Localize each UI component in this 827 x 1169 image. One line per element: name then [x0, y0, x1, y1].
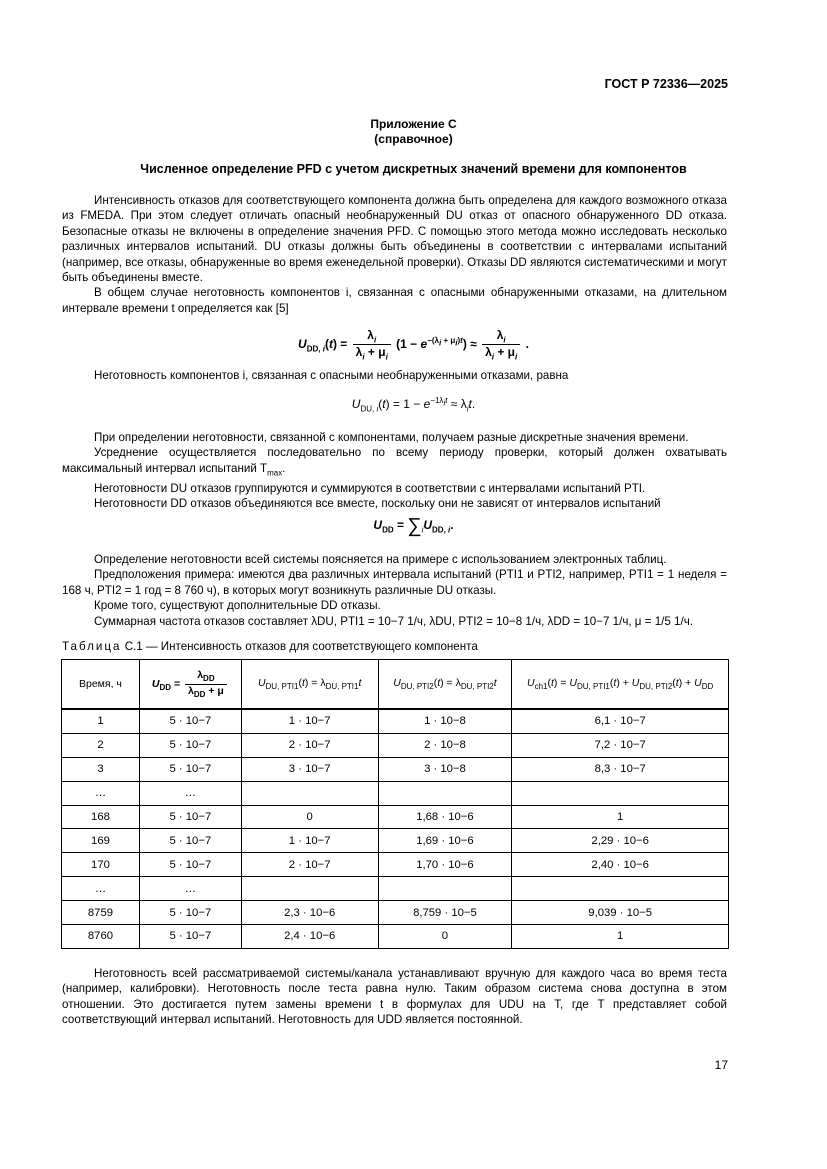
table-cell: 9,039 · 10−5 [512, 901, 729, 925]
formula-udd: $U_{DD, i}(t)$ = $\frac{\lambda_i}{\lambda_i + \mu_i}$ $(1 - e^{-(\lambda_i + \mu_i)t})$ ≈ $\frac{\lambda_i}{\lambda_i + \mu_i}$ . [298, 328, 529, 362]
table-cell [512, 877, 729, 901]
table-cell: 5 · 10−7 [139, 709, 241, 733]
formula-udu: $U_{DU, i}(t) = 1 - e^{-1\lambda_it} \approx \lambda_it$. [351, 396, 476, 414]
udu-intro [62, 368, 727, 383]
table-cell: 1 · 10−7 [241, 709, 378, 733]
table-cell: 8760 [62, 925, 140, 949]
table-cell: 168 [62, 805, 140, 829]
table-row [62, 877, 729, 901]
paragraph: При определении неготовности, связанной с компонентами, получаем разные дискретные значения времени. [94, 431, 689, 444]
table-cell: 0 [241, 805, 378, 829]
table-cell: 5 · 10−7 [139, 733, 241, 757]
table-cell: 0 [378, 925, 512, 949]
table-cell: 2 · 10−8 [378, 733, 512, 757]
text-run: Усреднение осуществляется последовательно по всему периоду проверки, который должен охватывать максимальный интервал испытаний T [62, 446, 727, 475]
table-row [62, 781, 729, 805]
table-row [62, 733, 729, 757]
table-row [62, 829, 729, 853]
example-text [62, 552, 727, 629]
caption-prefix: Таблица [62, 640, 122, 653]
formula-sum: $U_{DD} = \sum_iU_{DD, i}$. [373, 515, 454, 537]
table-cell: 3 · 10−7 [241, 757, 378, 781]
table-cell: 1,69 · 10−6 [378, 829, 512, 853]
appendix-subtitle: (справочное) [374, 132, 453, 146]
paragraph: Неготовность всей рассматриваемой системы/канала устанавливают вручную для каждого часа во время теста (например, калибровки). Неготовность после теста равна нулю. Таким образом система снова доступна в этом отношении. Это достигается путем замены времени t в формулах для UDU на T, где T представляет собой соответствующий интервал испытаний. Неготовность для UDD является постоянной. [62, 967, 727, 1027]
table-cell: 1,68 · 10−6 [378, 805, 512, 829]
header-cell: $U_{DU, PTI1}(t) = \lambda_{DU, PTI1}t$ [241, 660, 378, 710]
table-cell: 1 [62, 709, 140, 733]
appendix-title: Приложение С [370, 117, 457, 131]
table-cell [378, 877, 512, 901]
table-cell: 1 · 10−8 [378, 709, 512, 733]
table-cell: 6,1 · 10−7 [512, 709, 729, 733]
table-row [62, 709, 729, 733]
table-cell: 2,40 · 10−6 [512, 853, 729, 877]
header-cell: $U_{DU, PTI2}(t) = \lambda_{DU, PTI2}t$ [378, 660, 512, 710]
paragraph: Предположения примера: имеются два различных интервала испытаний (PTI1 и PTI2, например, PTI1 = 1 неделя = 168 ч, PTI2 = 1 год = 8 760 ч), в которых могут возникнуть различные DU отказы. [62, 568, 727, 597]
paragraph: Кроме того, существуют дополнительные DD отказы. [94, 599, 381, 613]
table-row [62, 901, 729, 925]
paragraph: Суммарная частота отказов составляет λDU, PTI1 = 10−7 1/ч, λDU, PTI2 = 10−8 1/ч, λDD = 10−7 1/ч, μ = 1/5 1/ч. [94, 614, 693, 628]
paragraph: Усреднение осуществляется последовательно по всему периоду проверки, который должен охватывать максимальный интервал испытаний $T_{max}$. [62, 446, 727, 478]
table-cell: … [62, 877, 140, 901]
table-cell: 1 [512, 925, 729, 949]
header-cell: $U_{ch1}(t) = U_{DU, PTI1}(t) + U_{DU, PTI2}(t) + U_{DD}$ [512, 660, 729, 710]
paragraph: Неготовности DU отказов группируются и суммируются в соответствии с интервалами испытаний PTI. [94, 481, 646, 495]
table-row [62, 925, 729, 949]
table-cell: 2 [62, 733, 140, 757]
table-cell: 5 · 10−7 [139, 925, 241, 949]
header-cell: Время, ч [62, 660, 140, 710]
table-cell: 8,759 · 10−5 [378, 901, 512, 925]
table-cell: 5 · 10−7 [139, 757, 241, 781]
paragraph: Определение неготовности всей системы поясняется на примере с использованием электронных таблиц. [94, 553, 667, 566]
table-cell: 1 [512, 805, 729, 829]
paragraph: Неготовности DD отказов объединяются все вместе, поскольку они не зависят от интервалов испытаний [94, 496, 661, 510]
table-cell: 2,4 · 10−6 [241, 925, 378, 949]
table-cell: 8759 [62, 901, 140, 925]
table-cell: 1,70 · 10−6 [378, 853, 512, 877]
paragraph: Неготовность компонентов i, связанная с опасными необнаруженными отказами, равна [94, 369, 569, 382]
table-cell: 169 [62, 829, 140, 853]
mid-text [62, 430, 727, 511]
table-row [62, 805, 729, 829]
table-cell: 170 [62, 853, 140, 877]
table-row [62, 757, 729, 781]
closing-text [62, 966, 727, 1028]
table-cell [378, 781, 512, 805]
table-cell: … [139, 781, 241, 805]
paragraph: В общем случае неготовность компонентов i, связанная с опасными обнаруженными отказами, на длительном интервале времени t определяется как [5] [62, 286, 727, 315]
table-cell: 5 · 10−7 [139, 853, 241, 877]
section-heading: Численное определение PFD с учетом дискретных значений времени для компонентов [140, 162, 687, 176]
table-cell: … [62, 781, 140, 805]
table-cell: 2,3 · 10−6 [241, 901, 378, 925]
table-cell: 2 · 10−7 [241, 853, 378, 877]
table-header-row [62, 660, 729, 710]
table-row [62, 853, 729, 877]
table-cell: 2,29 · 10−6 [512, 829, 729, 853]
table-cell [241, 877, 378, 901]
table-cell: … [139, 877, 241, 901]
table-cell: 1 · 10−7 [241, 829, 378, 853]
paragraph: Интенсивность отказов для соответствующего компонента должна быть определена для каждого возможного отказа из FMEDA. При этом следует отличать опасный необнаруженный DU отказ от опасного обнаруженного DD отказа. Безопасные отказы не включены в определение значения PFD. С помощью этого метода можно исследовать несколько различных интервалов испытаний. DU отказы должны быть объединены в соответствии с интервалами испытаний (например, все отказы, обнаруженные во время еженедельной проверки). Отказы DD являются систематическими и могут быть объединены вместе. [62, 194, 727, 285]
document-code: ГОСТ Р 72336—2025 [604, 77, 728, 91]
table-cell: 8,3 · 10−7 [512, 757, 729, 781]
table-cell [241, 781, 378, 805]
subscript: max [267, 468, 283, 478]
table-cell: 7,2 · 10−7 [512, 733, 729, 757]
table-cell: 5 · 10−7 [139, 901, 241, 925]
table-cell: 5 · 10−7 [139, 805, 241, 829]
table-cell: 3 [62, 757, 140, 781]
header-cell: $U_{DD}$ = $\frac{\lambda_{DD}}{\lambda_{DD} + \mu}$ [139, 660, 241, 710]
table-caption [62, 640, 478, 653]
failure-rate-table [61, 659, 729, 949]
caption-text: С.1 — Интенсивность отказов для соответствующего компонента [124, 640, 478, 653]
table-cell: 5 · 10−7 [139, 829, 241, 853]
table-cell: 2 · 10−7 [241, 733, 378, 757]
intro-text [62, 193, 727, 316]
page-number: 17 [714, 1058, 728, 1072]
table-cell: 3 · 10−8 [378, 757, 512, 781]
table-cell [512, 781, 729, 805]
